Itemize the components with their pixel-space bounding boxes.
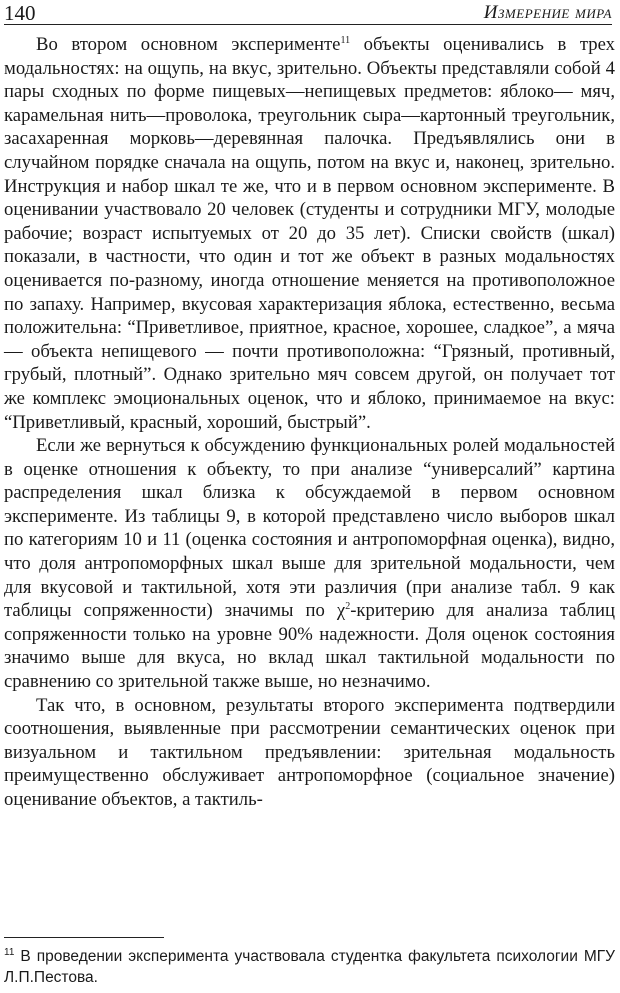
paragraph: [4, 434, 615, 694]
footnote-reference: 11: [340, 34, 351, 46]
footnote-text: В проведении эксперимента участвовала студентка факультета психологии МГУ Л.П.Пестова.: [4, 948, 615, 986]
paragraph-text: -критерию для анализа таблиц сопряженности только на уровне 90% надежности. Доля оценок состояния значимо выше для вкуса, но вклад шкал тактильной модальности по сравнению со зрительной также выше, но незначимо.: [4, 600, 615, 693]
footnote: [4, 946, 615, 988]
page-header: [4, 0, 612, 25]
paragraph: [4, 694, 615, 812]
body-text: [4, 33, 615, 812]
paragraph-text: Если же вернуться к обсуждению функциональных ролей модальностей в оценке отношения к объекту, то при анализе “универсалий” картина распределения шкал близка к обсуждаемой в первом основном эксперименте. Из таблицы 9, в которой представлено число выборов шкал по категориям 10 и 11 (оценка состояния и антропоморфная оценка), видно, что доля антропоморфных шкал выше для зрительной модальности, чем для вкусовой и тактильной, хотя эти различия (при анализе табл. 9 как таблицы сопряженности) значимы по χ: [4, 435, 615, 622]
superscript-exponent: 2: [345, 601, 351, 613]
paragraph: [4, 33, 615, 434]
paragraph-text: Так что, в основном, результаты второго эксперимента подтвердили соотношения, выявленные при рассмотрении семантических оценок при визуальном и тактильном предъявлении: зрительная модальность преимущественно обслуживает антропоморфное (социальное значение) оценивание объектов, а тактиль-: [4, 694, 615, 810]
page-number: 140: [4, 1, 36, 25]
footnote-divider: [4, 937, 164, 938]
paragraph-text: объекты оценивались в трех модальностях: на ощупь, на вкус, зрительно. Объекты представляли собой 4 пары сходных по форме пищевых—непищевых предметов: яблоко— мяч, карамельная нить—проволока, треугольник сыра—картонный треугольник, засахаренная морковь—деревянная палочка. Предъявлялись они в случайном порядке сначала на ощупь, потом на вкус и, наконец, зрительно. Инструкция и набор шкал те же, что и в первом основном эксперименте. В оценивании участвовало 20 человек (студенты и сотрудники МГУ, молодые рабочие; возраст испытуемых от 20 до 35 лет). Списки свойств (шкал) показали, в частности, что один и тот же объект в разных модальностях оценивается по-разному, иногда отношение меняется на противоположное по запаху. Например, вкусовая характеризация яблока, естественно, весьма положительна: “Приветливое, приятное, красное, хорошее, сладкое”, а мяча — объекта непищевого — почти противоположна: “Грязный, противный, грубый, плотный”. Однако зрительно мяч совсем другой, он получает тот же комплекс эмоциональных оценок, что и яблоко, принимаемое на вкус: “Приветливый, красный, хороший, быстрый”.: [4, 34, 616, 433]
running-title: Измерение мира: [483, 2, 612, 23]
footnote-marker: 11: [4, 946, 15, 958]
paragraph-text: Во втором основном эксперименте: [36, 34, 341, 55]
